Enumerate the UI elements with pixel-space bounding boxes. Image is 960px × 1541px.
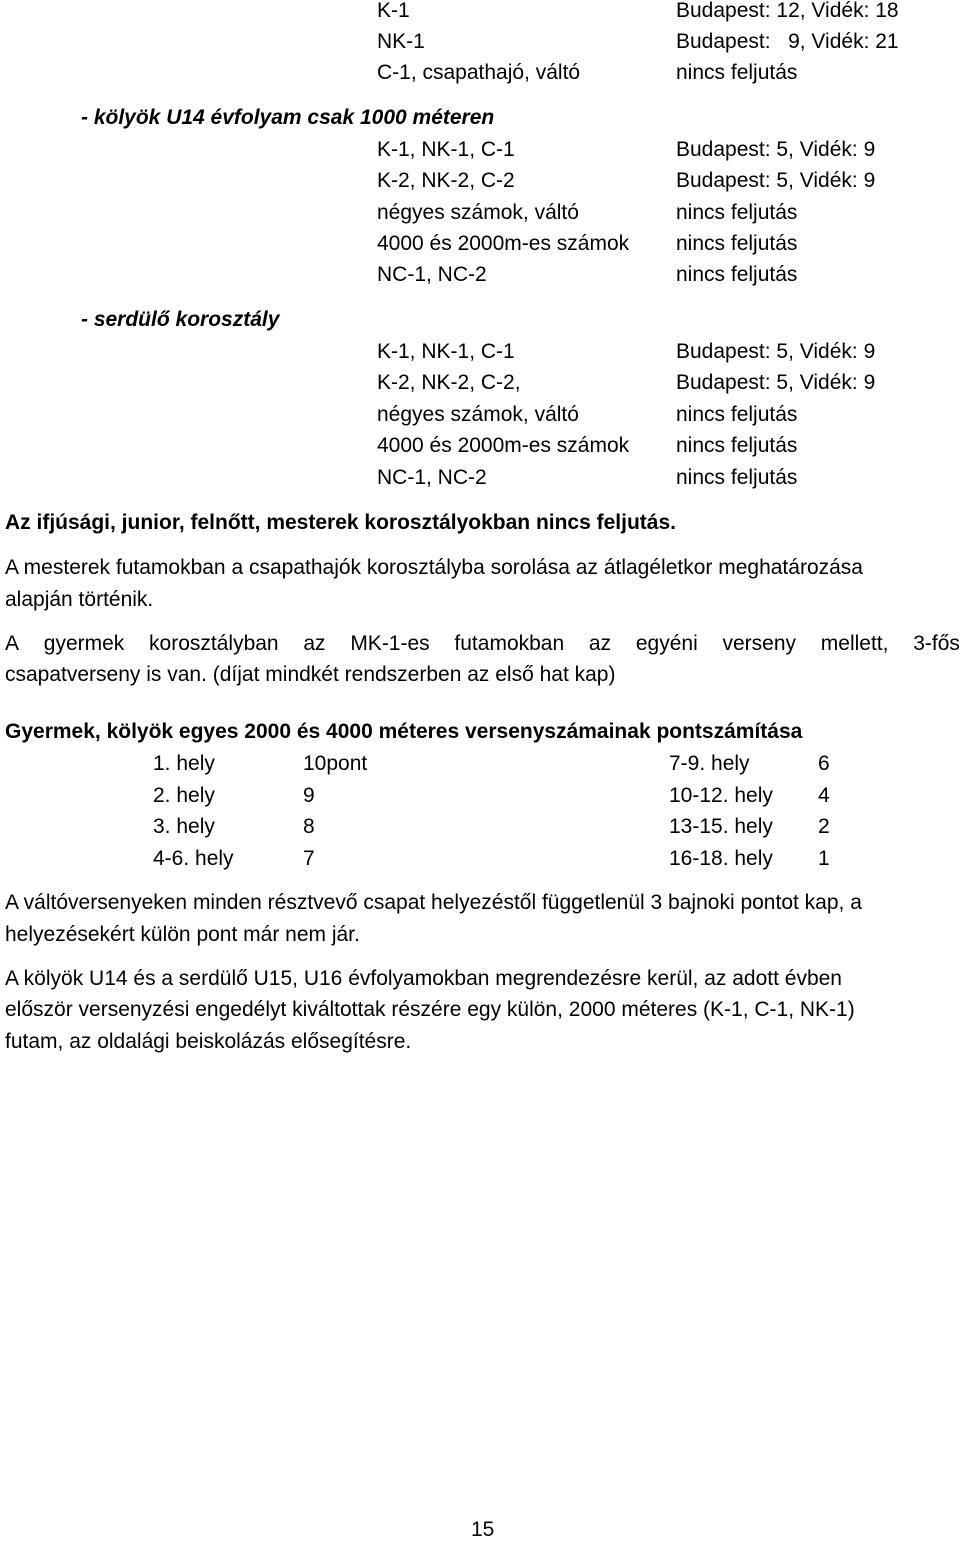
event-cell: K-1, NK-1, C-1	[377, 340, 515, 363]
result-cell: nincs feljutás	[676, 434, 798, 457]
paragraph-line: futam, az oldalági beiskolázás elősegítésre.	[5, 1030, 412, 1053]
paragraph-line: helyezésekért külön pont már nem jár.	[5, 923, 360, 946]
result-cell: Budapest: 5, Vidék: 9	[676, 340, 876, 363]
points-cell: 10pont	[303, 752, 368, 775]
word: futamokban	[454, 632, 565, 655]
event-cell: 4000 és 2000m-es számok	[377, 232, 630, 255]
place-cell: 10-12. hely	[669, 784, 773, 807]
word: az	[303, 632, 326, 655]
result-cell: Budapest: 5, Vidék: 9	[676, 371, 876, 394]
result-cell: nincs feljutás	[676, 201, 798, 224]
word: 3-fős	[913, 632, 960, 655]
place-cell: 3. hely	[153, 815, 215, 838]
points-cell: 6	[818, 752, 830, 775]
result-cell: nincs feljutás	[676, 466, 798, 489]
event-cell: C-1, csapathajó, váltó	[377, 61, 581, 84]
paragraph-line: csapatverseny is van. (díjat mindkét rendszerben az első hat kap)	[5, 663, 616, 686]
no-qualification-note: Az ifjúsági, junior, felnőtt, mesterek korosztályokban nincs feljutás.	[5, 511, 676, 534]
u14-heading: - kölyök U14 évfolyam csak 1000 méteren	[81, 106, 495, 129]
event-cell: K-1, NK-1, C-1	[377, 138, 515, 161]
event-cell: 4000 és 2000m-es számok	[377, 434, 630, 457]
place-cell: 13-15. hely	[669, 815, 773, 838]
event-cell: négyes számok, váltó	[377, 403, 579, 426]
event-cell: NC-1, NC-2	[377, 263, 487, 286]
event-cell: K-1	[377, 0, 410, 22]
points-cell: 9	[303, 784, 315, 807]
result-cell: Budapest: 5, Vidék: 9	[676, 169, 876, 192]
points-cell: 8	[303, 815, 315, 838]
result-cell: Budapest: 9, Vidék: 21	[676, 30, 899, 53]
place-cell: 4-6. hely	[153, 847, 234, 870]
event-cell: négyes számok, váltó	[377, 201, 579, 224]
paragraph-line: először versenyzési engedélyt kiváltottak részére egy külön, 2000 méteres (K-1, C-1, NK-1)	[5, 998, 855, 1021]
word: az	[588, 632, 612, 655]
result-cell: Budapest: 12, Vidék: 18	[676, 0, 899, 22]
serdulo-heading: - serdülő korosztály	[81, 308, 280, 331]
word: MK-1-es	[350, 632, 430, 655]
paragraph-line: A mesterek futamokban a csapathajók korosztályba sorolása az átlagéletkor meghatározása	[5, 556, 863, 579]
result-cell: nincs feljutás	[676, 61, 798, 84]
result-cell: Budapest: 5, Vidék: 9	[676, 138, 876, 161]
scoring-heading: Gyermek, kölyök egyes 2000 és 4000 méteres versenyszámainak pontszámítása	[5, 720, 803, 743]
points-cell: 2	[818, 815, 830, 838]
place-cell: 1. hely	[153, 752, 215, 775]
result-cell: nincs feljutás	[676, 403, 798, 426]
word: mellett,	[820, 632, 889, 655]
event-cell: K-2, NK-2, C-2	[377, 169, 515, 192]
word: korosztályban	[149, 632, 279, 655]
points-cell: 1	[818, 847, 830, 870]
paragraph-line: alapján történik.	[5, 588, 154, 611]
word: verseny	[722, 632, 797, 655]
word: egyéni	[635, 632, 698, 655]
place-cell: 2. hely	[153, 784, 215, 807]
event-cell: NC-1, NC-2	[377, 466, 487, 489]
word: A	[5, 632, 20, 655]
page-number: 15	[471, 1518, 495, 1541]
place-cell: 7-9. hely	[669, 752, 750, 775]
result-cell: nincs feljutás	[676, 263, 798, 286]
result-cell: nincs feljutás	[676, 232, 798, 255]
paragraph-line-justified	[5, 633, 960, 654]
paragraph-line: A kölyök U14 és a serdülő U15, U16 évfolyamokban megrendezésre kerül, az adott évben	[5, 967, 842, 990]
points-cell: 7	[303, 847, 315, 870]
event-cell: K-2, NK-2, C-2,	[377, 371, 521, 394]
paragraph-line: A váltóversenyeken minden résztvevő csapat helyezéstől függetlenül 3 bajnoki pontot kap, a	[5, 891, 862, 914]
points-cell: 4	[818, 784, 830, 807]
word: gyermek	[43, 632, 125, 655]
event-cell: NK-1	[377, 30, 425, 53]
place-cell: 16-18. hely	[669, 847, 773, 870]
